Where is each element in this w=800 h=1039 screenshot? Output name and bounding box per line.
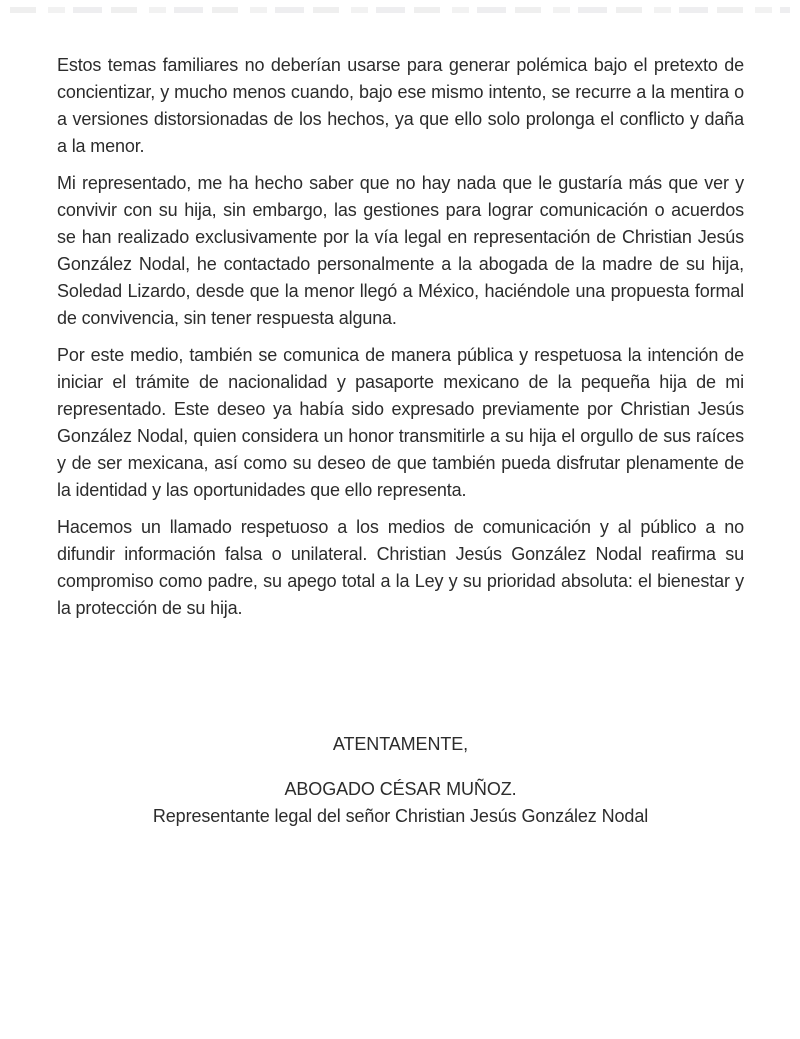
signatory-name: ABOGADO CÉSAR MUÑOZ.	[284, 779, 517, 799]
closing-salutation: ATENTAMENTE,	[332, 734, 469, 754]
statement-paragraph-2: Mi representado, me ha hecho saber que no hay nada que le gustaría más que ver y convivir con su hija, sin embargo, las gestiones para lograr comunicación o acuerdos se han realizado exclusivamente por la vía legal en representación de Christian Jesús González Nodal, he contactado personalmente a la abogada de la madre de su hija, Soledad Lizardo, desde que la menor llegó a México, haciéndole una propuesta formal de convivencia, sin tener respuesta alguna.	[57, 173, 744, 328]
statement-paragraph-4: Hacemos un llamado respetuoso a los medios de comunicación y al público a no difundir información falsa o unilateral. Christian Jesús González Nodal reafirma su compromiso como padre, su apego total a la Ley y su prioridad absoluta: el bienestar y la protección de su hija.	[57, 517, 744, 618]
signatory-title: Representante legal del señor Christian Jesús González Nodal	[152, 806, 649, 826]
statement-paragraph-3: Por este medio, también se comunica de manera pública y respetuosa la intención de iniciar el trámite de nacionalidad y pasaporte mexicano de la pequeña hija de mi representado. Este deseo ya había sido expresado previamente por Christian Jesús González Nodal, quien considera un honor transmitirle a su hija el orgullo de sus raíces y de ser mexicana, así como su deseo de que también pueda disfrutar plenamente de la identidad y las oportunidades que ello representa.	[57, 345, 744, 500]
statement-paragraph-1: Estos temas familiares no deberían usarse para generar polémica bajo el pretexto de concientizar, y mucho menos cuando, bajo ese mismo intento, se recurre a la mentira o a versiones distorsionadas de los hechos, ya que ello solo prolonga el conflicto y daña a la menor.	[57, 55, 744, 156]
closing-block	[57, 731, 744, 830]
